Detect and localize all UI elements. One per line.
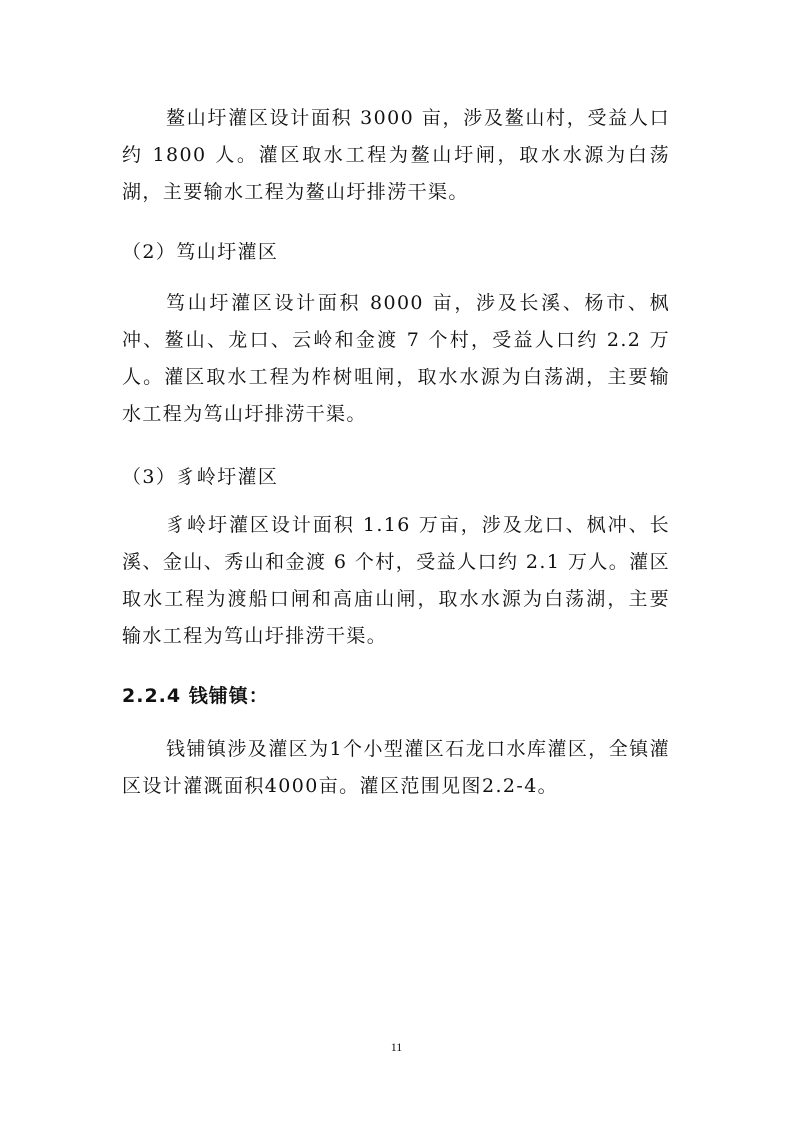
paragraph-qianpu-irrigation: 钱铺镇涉及灌区为1个小型灌区石龙口水库灌区，全镇灌区设计灌溉面积4000亩。灌区范围见图2.2-4。: [122, 738, 670, 797]
subheading-dushan-irrigation: （2）笃山圩灌区: [122, 241, 279, 263]
section-heading-qianpu: 2.2.4 钱铺镇：: [122, 685, 269, 707]
paragraph-aoshan-irrigation: 鳌山圩灌区设计面积 3000 亩，涉及鳌山村，受益人口约 1800 人。灌区取水工程为鳌山圩闸，取水水源为白荡湖，主要输水工程为鳌山圩排涝干渠。: [122, 107, 670, 203]
paragraph-dushan-irrigation: 笃山圩灌区设计面积 8000 亩，涉及长溪、杨市、枫冲、鳌山、龙口、云岭和金渡 7 个村，受益人口约 2.2 万人。灌区取水工程为柞树咀闸，取水水源为白荡湖，主要输水工程为笃山圩排涝干渠。: [122, 292, 670, 425]
page-number: 11: [390, 1040, 403, 1054]
paragraph-zhiling-irrigation: 豸岭圩灌区设计面积 1.16 万亩，涉及龙口、枫冲、长溪、金山、秀山和金渡 6 个村，受益人口约 2.1 万人。灌区取水工程为渡船口闸和高庙山闸，取水水源为白荡湖，主要输水工程为笃山圩排涝干渠。: [122, 514, 670, 647]
subheading-zhiling-irrigation: （3）豸岭圩灌区: [122, 466, 279, 488]
